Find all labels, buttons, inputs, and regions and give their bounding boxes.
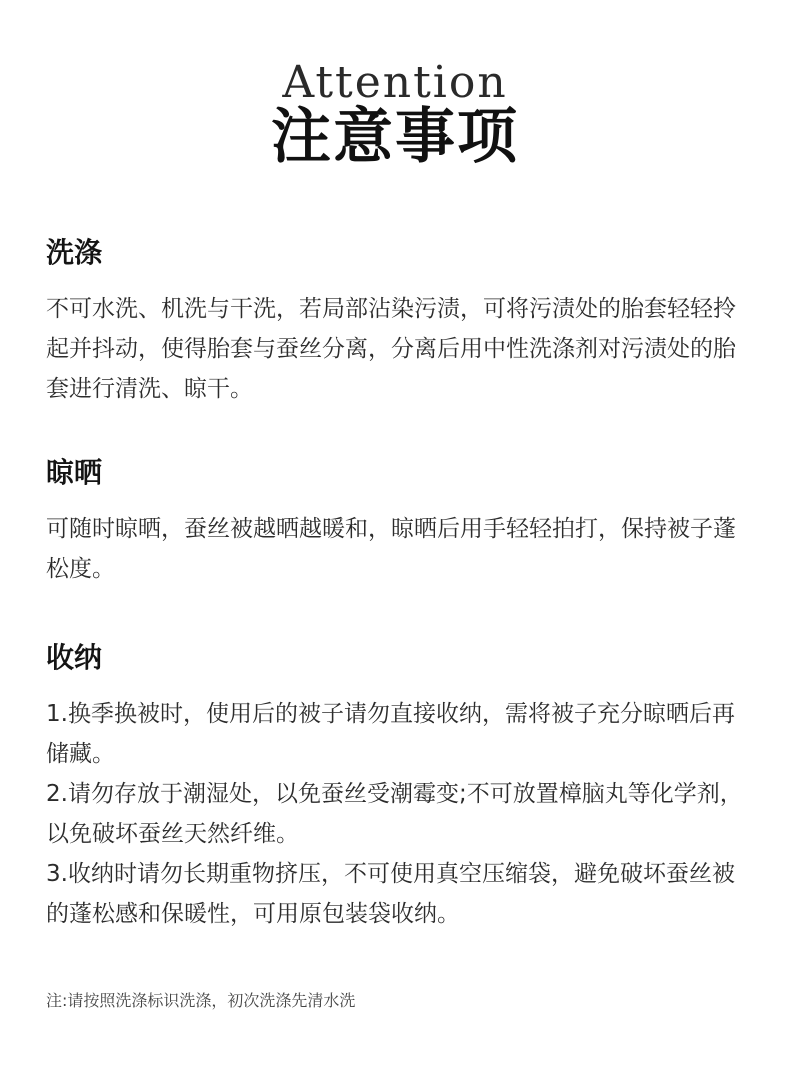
storage-item-2: 2.请勿存放于潮湿处，以免蚕丝受潮霉变;不可放置樟脑丸等化学剂，以免破坏蚕丝天然纤维。 <box>46 781 743 847</box>
section-title-washing: 洗涤 <box>46 236 103 269</box>
drying-paragraph: 可随时晾晒，蚕丝被越晒越暖和，晾晒后用手轻轻拍打，保持被子蓬松度。 <box>46 516 736 582</box>
section-title-drying: 晾晒 <box>46 456 103 489</box>
section-washing <box>46 235 746 409</box>
section-drying <box>46 455 746 589</box>
section-body-drying <box>46 509 746 589</box>
footnote: 注:请按照洗涤标识洗涤，初次洗涤先清水洗 <box>46 991 356 1010</box>
section-body-storage <box>46 694 746 934</box>
header-title-en: Attention <box>282 57 508 108</box>
section-storage <box>46 640 746 934</box>
washing-paragraph: 不可水洗、机洗与干洗，若局部沾染污渍，可将污渍处的胎套轻轻拎起并抖动，使得胎套与蚕丝分离，分离后用中性洗涤剂对污渍处的胎套进行清洗、晾干。 <box>46 296 736 402</box>
page-header <box>0 58 790 170</box>
section-title-storage: 收纳 <box>46 641 103 674</box>
section-body-washing <box>46 289 746 409</box>
storage-item-1: 1.换季换被时，使用后的被子请勿直接收纳，需将被子充分晾晒后再储藏。 <box>46 701 735 767</box>
page-title: 注意事项 <box>271 102 519 172</box>
storage-item-3: 3.收纳时请勿长期重物挤压，不可使用真空压缩袋，避免破坏蚕丝被的蓬松感和保暖性，可用原包装袋收纳。 <box>46 861 735 927</box>
